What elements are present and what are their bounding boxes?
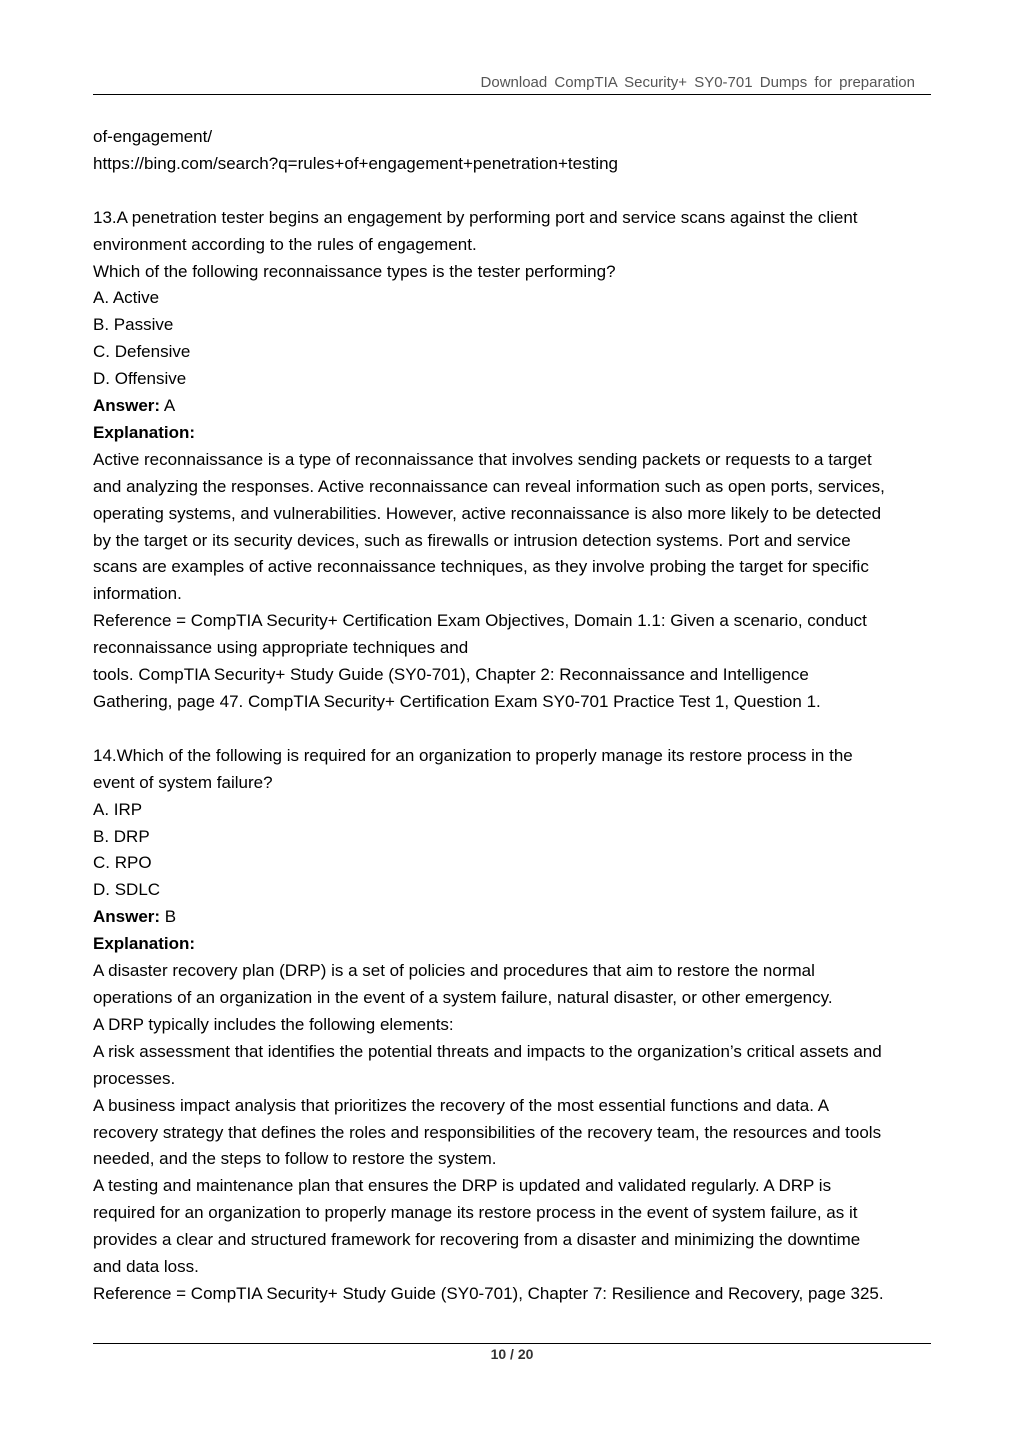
- answer-option: A. IRP: [93, 799, 143, 819]
- answer-value: B: [160, 907, 177, 927]
- question-text: event of system failure?: [93, 772, 273, 792]
- question-13: [93, 205, 933, 716]
- reference-text: reconnaissance using appropriate techniques and: [93, 638, 469, 658]
- question-text: Which of the following reconnaissance types is the tester performing?: [93, 261, 616, 281]
- explanation-text: and analyzing the responses. Active reconnaissance can reveal information such as open ports, services,: [93, 476, 885, 496]
- answer-option: C. RPO: [93, 853, 152, 873]
- explanation-text: scans are examples of active reconnaissance techniques, as they involve probing the target for specific: [93, 557, 869, 577]
- explanation-text: recovery strategy that defines the roles and responsibilities of the recovery team, the resources and tools: [93, 1122, 882, 1142]
- explanation-text: A business impact analysis that prioritizes the recovery of the most essential functions and data. A: [93, 1095, 830, 1115]
- explanation-text: by the target or its security devices, such as firewalls or intrusion detection systems. Port and service: [93, 530, 851, 550]
- reference-text: Gathering, page 47. CompTIA Security+ Certification Exam SY0-701 Practice Test 1, Question 1.: [93, 692, 821, 712]
- explanation-text: Active reconnaissance is a type of reconnaissance that involves sending packets or requests to a target: [93, 449, 872, 469]
- footer-divider: [93, 1343, 931, 1344]
- answer-option: C. Defensive: [93, 342, 191, 362]
- answer-option: A. Active: [93, 288, 160, 308]
- text-line: of-engagement/: [93, 127, 213, 146]
- reference-text: Reference = CompTIA Security+ Study Guide (SY0-701), Chapter 7: Resilience and Recovery, page 325.: [93, 1283, 884, 1303]
- answer-line: [93, 393, 933, 420]
- paragraph-gap: [93, 716, 933, 743]
- explanation-text: needed, and the steps to follow to restore the system.: [93, 1149, 497, 1169]
- header-title: Download CompTIA Security+ SY0-701 Dumps for preparation: [480, 74, 915, 91]
- answer-option: B. Passive: [93, 315, 174, 335]
- page-number: 10 / 20: [490, 1346, 534, 1362]
- question-14: [93, 743, 933, 1308]
- explanation-label: Explanation:: [93, 422, 196, 442]
- question-text: environment according to the rules of engagement.: [93, 234, 477, 254]
- paragraph-gap: [93, 178, 933, 205]
- explanation-text: A testing and maintenance plan that ensures the DRP is updated and validated regularly. A DRP is: [93, 1176, 832, 1196]
- explanation-text: A disaster recovery plan (DRP) is a set of policies and procedures that aim to restore the normal: [93, 961, 815, 981]
- reference-text: tools. CompTIA Security+ Study Guide (SY0-701), Chapter 2: Reconnaissance and Intelligence: [93, 665, 809, 685]
- explanation-label: Explanation:: [93, 934, 196, 954]
- explanation-text: operating systems, and vulnerabilities. However, active reconnaissance is also more likely to be detected: [93, 503, 882, 523]
- answer-label: Answer:: [93, 396, 161, 416]
- question-text: 13.A penetration tester begins an engagement by performing port and service scans against the client: [93, 207, 858, 227]
- answer-option: D. Offensive: [93, 369, 187, 389]
- question-text: 14.Which of the following is required for an organization to properly manage its restore process in the: [93, 745, 853, 765]
- explanation-text: and data loss.: [93, 1257, 199, 1277]
- explanation-text: A risk assessment that identifies the potential threats and impacts to the organization’s critical assets and: [93, 1041, 882, 1061]
- explanation-text: information.: [93, 584, 182, 604]
- document-body: [93, 124, 933, 1308]
- explanation-text: A DRP typically includes the following elements:: [93, 1014, 454, 1034]
- page-header: [93, 70, 931, 95]
- answer-line: [93, 904, 933, 931]
- explanation-text: required for an organization to properly manage its restore process in the event of system failure, as it: [93, 1203, 858, 1223]
- explanation-text: processes.: [93, 1068, 176, 1088]
- reference-link: https://bing.com/search?q=rules+of+engagement+penetration+testing: [93, 153, 618, 173]
- answer-value: A: [160, 396, 176, 416]
- answer-option: B. DRP: [93, 826, 150, 846]
- explanation-text: provides a clear and structured framework for recovering from a disaster and minimizing the downtime: [93, 1230, 861, 1250]
- answer-label: Answer:: [93, 907, 161, 927]
- reference-text: Reference = CompTIA Security+ Certification Exam Objectives, Domain 1.1: Given a scenario, conduct: [93, 611, 867, 631]
- explanation-text: operations of an organization in the event of a system failure, natural disaster, or other emergency.: [93, 987, 833, 1007]
- answer-option: D. SDLC: [93, 880, 161, 900]
